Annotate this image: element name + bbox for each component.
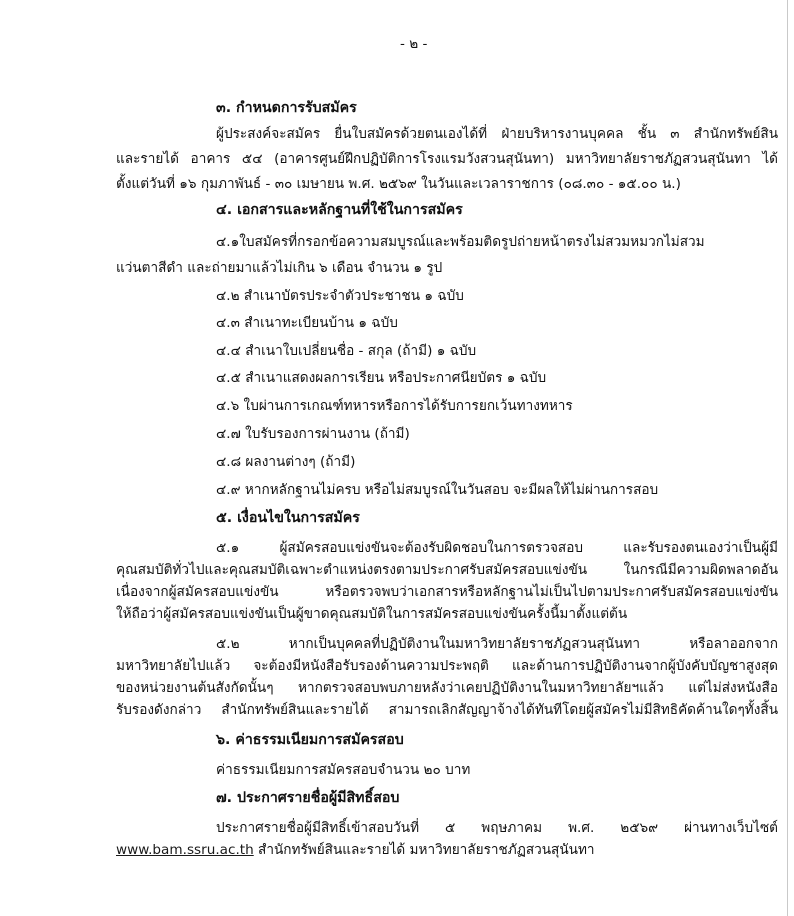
s4-item-1-line-1: ๔.๑ใบสมัครที่กรอกข้อความสมบูรณ์และพร้อมติดรูปถ่ายหน้าตรงไม่สวมหมวกไม่สวม (216, 234, 705, 250)
s4-item: ๔.๘ ผลงานต่างๆ (ถ้ามี) (216, 454, 356, 470)
s7-line-2-rest: สำนักทรัพย์สินและรายได้ มหาวิทยาลัยราชภัฏสวนสุนันทา (253, 842, 595, 858)
website-link[interactable]: www.bam.ssru.ac.th (116, 842, 254, 858)
s5-1-line-2: คุณสมบัติทั่วไปและคุณสมบัติเฉพาะตำแหน่งตรงตามประกาศรับสมัครสอบแข่งขัน ในกรณีมีความผิดพลาดอัน (116, 562, 778, 578)
s4-item: ๔.๕ สำเนาแสดงผลการเรียน หรือประกาศนียบัตร ๑ ฉบับ (216, 370, 547, 386)
s3-line-1: ผู้ประสงค์จะสมัคร ยื่นใบสมัครด้วยตนเองได้ที่ ฝ่ายบริหารงานบุคคล ชั้น ๓ สำนักทรัพย์สิน (216, 126, 778, 142)
s5-1-line-1: ๕.๑ ผู้สมัครสอบแข่งขันจะต้องรับผิดชอบในการตรวจสอบ และรับรองตนเองว่าเป็นผู้มี (216, 540, 778, 556)
s5-1-line-3: เนื่องจากผู้สมัครสอบแข่งขัน หรือตรวจพบว่าเอกสารหรือหลักฐานไม่เป็นไปตามประกาศรับสมัครสอบแข่งขัน (116, 584, 778, 600)
s3-line-3: ตั้งแต่วันที่ ๑๖ กุมภาพันธ์ - ๓๐ เมษายน พ.ศ. ๒๕๖๙ ในวันและเวลาราชการ (๐๘.๓๐ - ๑๕.๐๐ น.) (116, 176, 681, 192)
s4-item: ๔.๗ ใบรับรองการผ่านงาน (ถ้ามี) (216, 426, 410, 442)
section-7-heading: ๗. ประกาศรายชื่อผู้มีสิทธิ์สอบ (216, 790, 400, 806)
page-number: - ๒ - (400, 36, 428, 52)
fee-text: ค่าธรรมเนียมการสมัครสอบจำนวน ๒๐ บาท (216, 762, 471, 778)
s7-line-1: ประกาศรายชื่อผู้มีสิทธิ์เข้าสอบวันที่ ๕ พฤษภาคม พ.ศ. ๒๕๖๙ ผ่านทางเว็บไซต์ (216, 820, 778, 836)
section-3-heading: ๓. กำหนดการรับสมัคร (216, 100, 357, 116)
s5-2-line-3: ของหน่วยงานต้นสังกัดนั้นๆ หากตรวจสอบพบภายหลังว่าเคยปฏิบัติงานในมหาวิทยาลัยฯแล้ว แต่ไม่ส่งหนังสือ (116, 680, 778, 696)
s5-2-line-4: รับรองดังกล่าว สำนักทรัพย์สินและรายได้ สามารถเลิกสัญญาจ้างได้ทันทีโดยผู้สมัครไม่มีสิทธิคัดค้านใดๆทั้งสิ้น (116, 702, 778, 718)
s7-line-2 (116, 840, 595, 860)
s4-item: ๔.๒ สำเนาบัตรประจำตัวประชาชน ๑ ฉบับ (216, 288, 464, 304)
s3-line-2: และรายได้ อาคาร ๕๔ (อาคารศูนย์ฝึกปฏิบัติการโรงแรมวังสวนสุนันทา) มหาวิทยาลัยราชภัฏสวนสุนันทา ได้ (116, 151, 778, 167)
section-4-heading: ๔. เอกสารและหลักฐานที่ใช้ในการสมัคร (216, 202, 463, 218)
s4-item: ๔.๔ สำเนาใบเปลี่ยนชื่อ - สกุล (ถ้ามี) ๑ ฉบับ (216, 343, 477, 359)
s5-2-line-1: ๕.๒ หากเป็นบุคคลที่ปฏิบัติงานในมหาวิทยาลัยราชภัฏสวนสุนันทา หรือลาออกจาก (216, 636, 778, 652)
s5-2-line-2: มหาวิทยาลัยไปแล้ว จะต้องมีหนังสือรับรองด้านความประพฤติ และด้านการปฏิบัติงานจากผู้บังคับบัญชาสูงสุด (116, 658, 778, 674)
s4-item: ๔.๓ สำเนาทะเบียนบ้าน ๑ ฉบับ (216, 315, 398, 331)
s4-item: ๔.๙ หากหลักฐานไม่ครบ หรือไม่สมบูรณ์ในวันสอบ จะมีผลให้ไม่ผ่านการสอบ (216, 482, 659, 498)
section-5-heading: ๕. เงื่อนไขในการสมัคร (216, 510, 360, 526)
s4-item: ๔.๖ ใบผ่านการเกณฑ์ทหารหรือการได้รับการยกเว้นทางทหาร (216, 398, 573, 414)
s5-1-line-4: ให้ถือว่าผู้สมัครสอบแข่งขันเป็นผู้ขาดคุณสมบัติในการสมัครสอบแข่งขันครั้งนี้มาตั้งแต่ต้น (116, 606, 628, 622)
s4-item-1-line-2: แว่นตาสีดำ และถ่ายมาแล้วไม่เกิน ๖ เดือน จำนวน ๑ รูป (116, 260, 443, 276)
section-6-heading: ๖. ค่าธรรมเนียมการสมัครสอบ (216, 732, 404, 748)
